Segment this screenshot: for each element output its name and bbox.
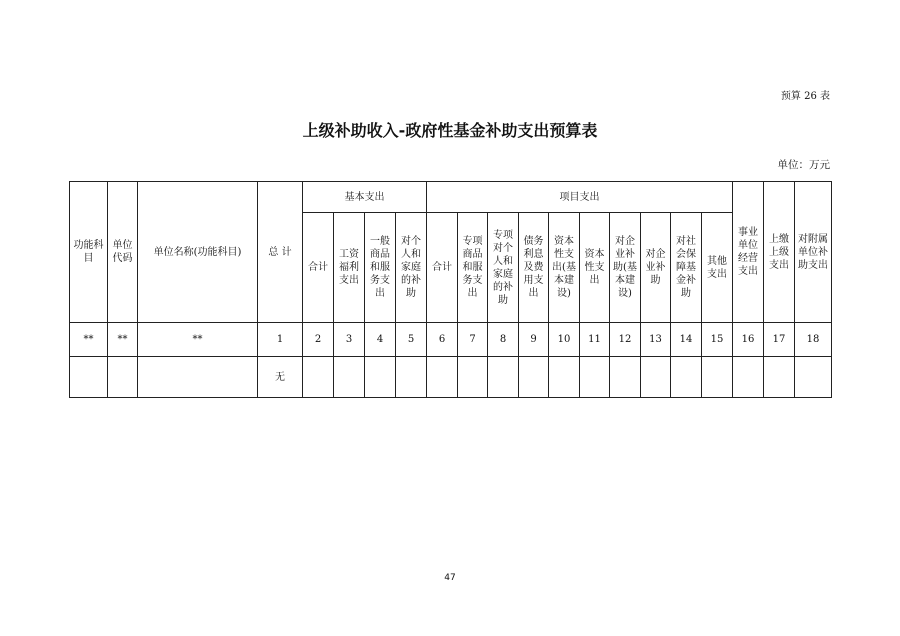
- unit-label: 单位：万元: [777, 159, 830, 171]
- data-cell: [610, 357, 641, 398]
- header-total: 总 计: [258, 182, 303, 323]
- header-project-col: 对企业补助(基本建设): [610, 213, 641, 323]
- index-cell: 15: [702, 323, 733, 357]
- budget-table: [69, 181, 832, 398]
- index-cell: 2: [303, 323, 334, 357]
- header-project-col: 合计: [427, 213, 458, 323]
- header-project-col: 其他支出: [702, 213, 733, 323]
- data-cell: [641, 357, 671, 398]
- header-basic-col: 工资福利支出: [334, 213, 365, 323]
- header-project-col: 资本性支出(基本建设): [549, 213, 580, 323]
- header-extra-col: 对附属单位补助支出: [795, 182, 832, 323]
- data-cell: 无: [258, 357, 303, 398]
- data-cell: [549, 357, 580, 398]
- data-cell: [427, 357, 458, 398]
- header-project-expenditure: 项目支出: [427, 182, 733, 213]
- data-cell: [795, 357, 832, 398]
- data-cell: [519, 357, 549, 398]
- index-cell: **: [108, 323, 138, 357]
- data-cell: [70, 357, 108, 398]
- index-cell: **: [70, 323, 108, 357]
- index-cell: 18: [795, 323, 832, 357]
- index-cell: 16: [733, 323, 764, 357]
- header-unit-name: 单位名称(功能科目): [138, 182, 258, 323]
- data-cell: [138, 357, 258, 398]
- index-cell: 17: [764, 323, 795, 357]
- index-cell: 13: [641, 323, 671, 357]
- header-basic-col: 对个人和家庭的补助: [396, 213, 427, 323]
- header-project-col: 对企业补助: [641, 213, 671, 323]
- index-cell: 12: [610, 323, 641, 357]
- header-extra-col: 上缴上级支出: [764, 182, 795, 323]
- index-cell: 7: [458, 323, 488, 357]
- index-cell: 3: [334, 323, 365, 357]
- index-cell: 10: [549, 323, 580, 357]
- header-project-col: 债务利息及费用支出: [519, 213, 549, 323]
- data-cell: [580, 357, 610, 398]
- index-cell: 9: [519, 323, 549, 357]
- index-cell: 8: [488, 323, 519, 357]
- header-unit-code: 单位代码: [108, 182, 138, 323]
- header-project-col: 资本性支出: [580, 213, 610, 323]
- header-project-col: 专项对个人和家庭的补助: [488, 213, 519, 323]
- data-cell: [108, 357, 138, 398]
- index-cell: 14: [671, 323, 702, 357]
- index-cell: 6: [427, 323, 458, 357]
- data-cell: [303, 357, 334, 398]
- form-number: 预算 26 表: [780, 91, 830, 102]
- index-cell: 11: [580, 323, 610, 357]
- data-cell: [702, 357, 733, 398]
- header-basic-col: 合计: [303, 213, 334, 323]
- data-cell: [458, 357, 488, 398]
- data-cell: [764, 357, 795, 398]
- table-row: [70, 357, 832, 398]
- header-project-col: 专项商品和服务支出: [458, 213, 488, 323]
- header-project-col: 对社会保障基金补助: [671, 213, 702, 323]
- index-cell: **: [138, 323, 258, 357]
- index-cell: 1: [258, 323, 303, 357]
- header-row-groups: [70, 182, 832, 213]
- data-cell: [671, 357, 702, 398]
- header-basic-expenditure: 基本支出: [303, 182, 427, 213]
- header-func-subject: 功能科目: [70, 182, 108, 323]
- data-cell: [396, 357, 427, 398]
- data-cell: [733, 357, 764, 398]
- data-cell: [365, 357, 396, 398]
- index-cell: 4: [365, 323, 396, 357]
- data-cell: [488, 357, 519, 398]
- page-title: 上级补助收入-政府性基金补助支出预算表: [302, 121, 598, 140]
- index-row: [70, 323, 832, 357]
- header-basic-col: 一般商品和服务支出: [365, 213, 396, 323]
- data-cell: [334, 357, 365, 398]
- index-cell: 5: [396, 323, 427, 357]
- page-number: 47: [444, 573, 456, 583]
- header-extra-col: 事业单位经营支出: [733, 182, 764, 323]
